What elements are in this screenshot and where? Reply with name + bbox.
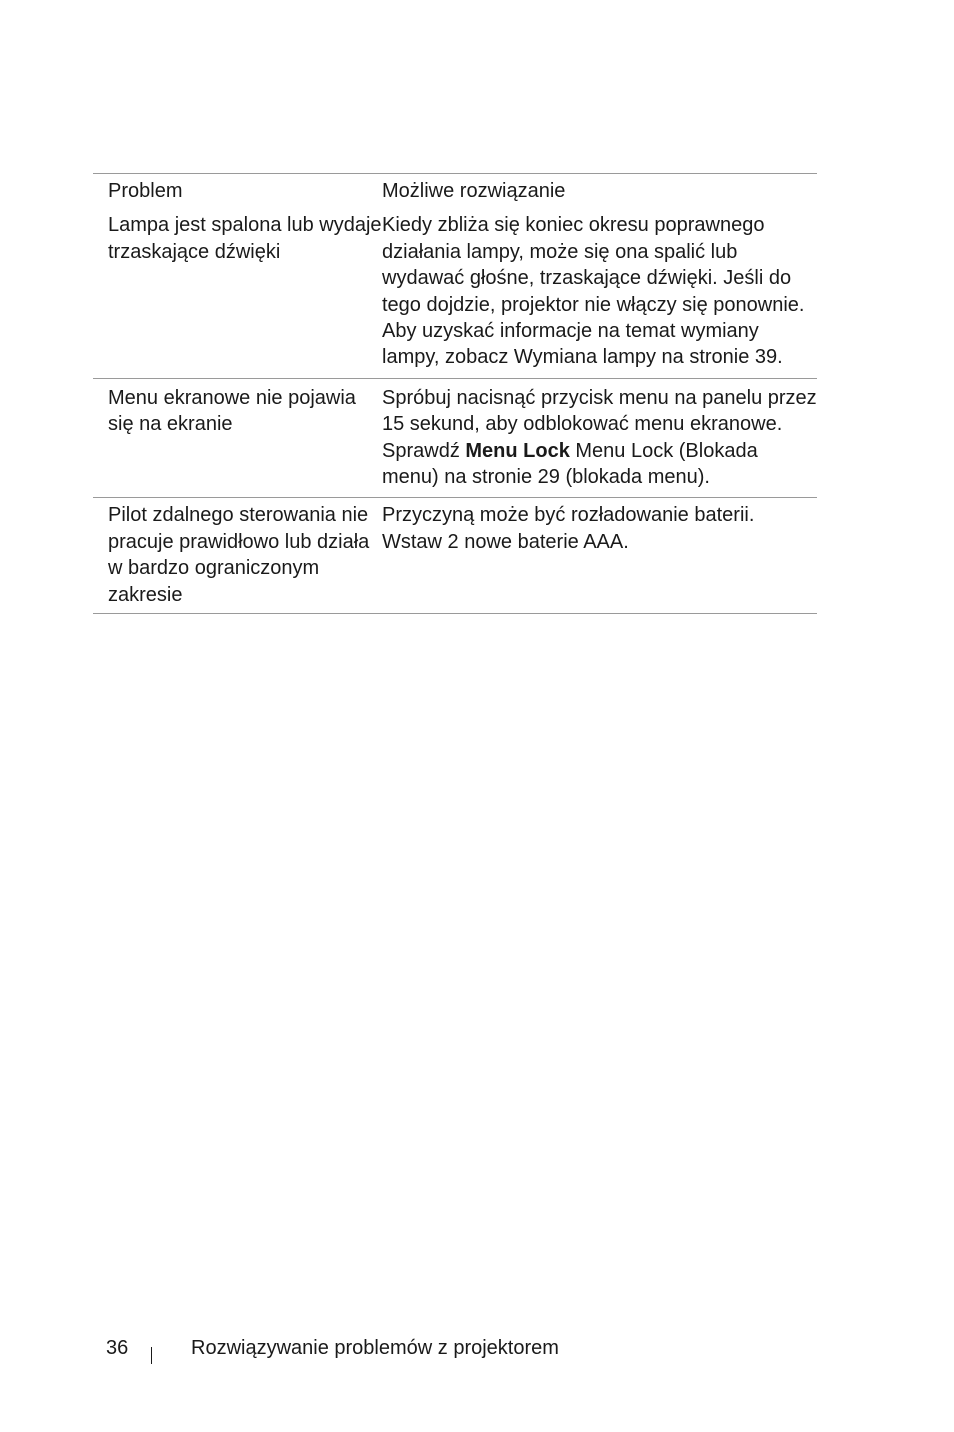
menu-lock-bold-text: Menu Lock <box>465 439 570 462</box>
row-problem: Pilot zdalnego sterowania nie pracuje prawidłowo lub działa w bardzo ograniczonym zakresie <box>108 504 370 606</box>
chapter-title: Rozwiązywanie problemów z projektorem <box>191 1337 559 1359</box>
solution-text-start: Spróbuj nacisnąć przycisk menu na panelu przez 15 sekund, aby odblokować menu ekranowe. Sprawdź <box>382 386 817 462</box>
solution-text-end: Menu Lock (Blokada menu) na stronie 29 (blokada menu). <box>382 439 758 489</box>
row-solution: Przyczyną może być rozładowanie baterii. Wstaw 2 nowe baterie AAA. <box>382 504 755 553</box>
row-solution <box>382 385 817 491</box>
row-problem: Menu ekranowe nie pojawia się na ekranie <box>108 386 356 436</box>
table-row <box>93 379 817 499</box>
row-solution: Kiedy zbliża się koniec okresu poprawnego działania lampy, może się ona spalić lub wydawać głośne, trzaskające dźwięki. Jeśli do tego dojdzie, projektor nie włączy się ponownie. Aby uzyskać informacje na temat wymiany lampy, zobacz Wymiana lampy na stronie 39. <box>382 214 805 369</box>
table-row <box>93 212 817 378</box>
page-number: 36 <box>106 1337 129 1359</box>
row-problem: Lampa jest spalona lub wydaje trzaskające dźwięki <box>108 214 382 263</box>
table-header-row <box>93 174 817 212</box>
table-row <box>93 498 817 614</box>
header-solution: Możliwe rozwiązanie <box>382 180 566 202</box>
page-footer <box>0 1337 954 1367</box>
footer-divider <box>151 1347 152 1364</box>
header-problem: Problem <box>108 180 183 202</box>
troubleshooting-table <box>93 173 817 614</box>
